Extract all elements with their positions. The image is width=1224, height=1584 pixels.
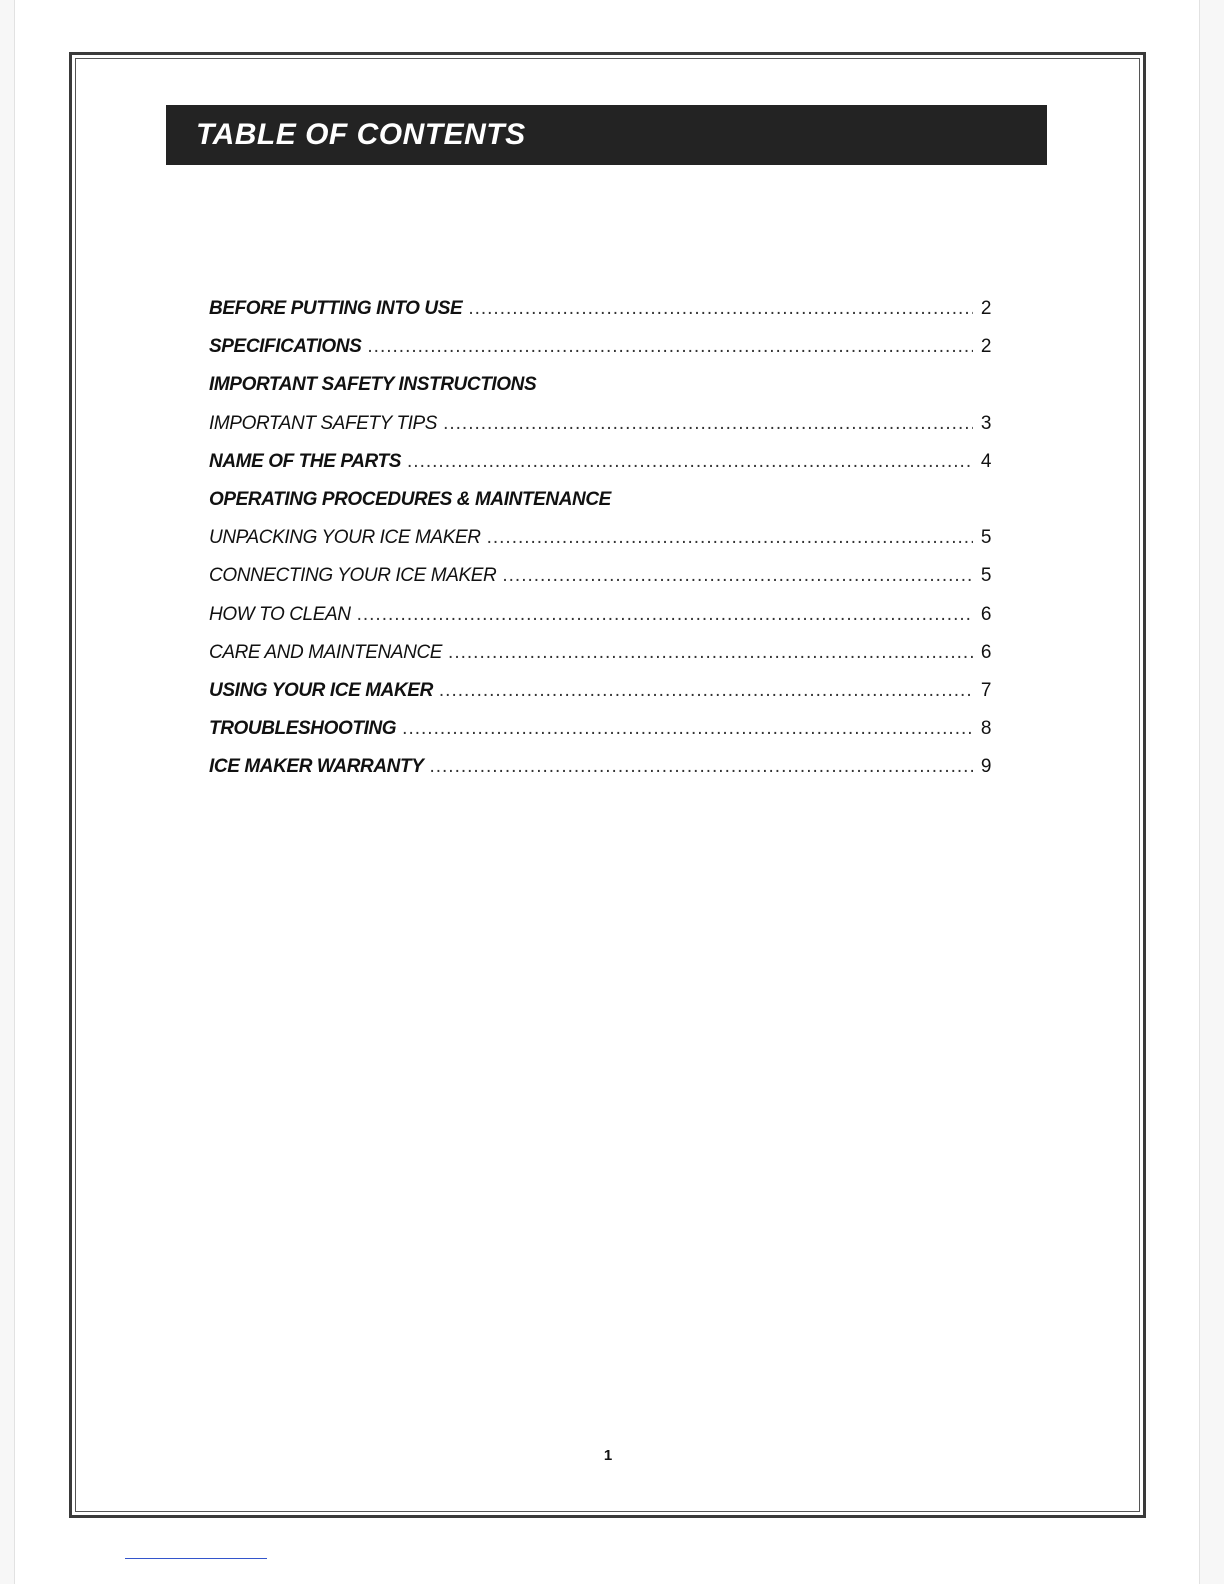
toc-entry-label: IMPORTANT SAFETY INSTRUCTIONS <box>209 374 537 396</box>
toc-dot-leader <box>502 557 973 595</box>
toc-entry-label: SPECIFICATIONS <box>209 336 362 358</box>
toc-entry-label: USING YOUR ICE MAKER <box>209 679 433 701</box>
toc-dot-leader <box>367 328 973 366</box>
toc-dot-leader <box>402 710 973 748</box>
toc-entry[interactable] <box>209 290 991 328</box>
toc-entry-label: NAME OF THE PARTS <box>209 450 402 472</box>
toc-entry[interactable] <box>209 596 991 634</box>
toc-entry[interactable] <box>209 519 991 557</box>
toc-entry-page: 4 <box>980 450 991 472</box>
title-banner <box>166 105 1047 165</box>
toc-entry-label: HOW TO CLEAN <box>209 603 351 625</box>
toc-entry-page: 5 <box>980 527 991 549</box>
toc-entry-label: CONNECTING YOUR ICE MAKER <box>209 565 497 587</box>
toc-entry[interactable] <box>209 328 991 366</box>
toc-entry[interactable] <box>209 672 991 710</box>
toc-dot-leader <box>439 672 973 710</box>
toc-dot-leader <box>357 596 973 634</box>
toc-entry[interactable] <box>209 748 991 786</box>
toc-entry-label: ICE MAKER WARRANTY <box>209 756 424 778</box>
toc-entry[interactable] <box>209 557 991 595</box>
toc-entry-label: UNPACKING YOUR ICE MAKER <box>209 527 481 549</box>
toc-entry-page: 2 <box>980 298 991 319</box>
page-title: TABLE OF CONTENTS <box>196 118 526 151</box>
toc-dot-leader <box>487 519 973 557</box>
toc-entry[interactable] <box>209 443 991 481</box>
toc-dot-leader <box>429 748 973 786</box>
toc-entry-page: 6 <box>980 603 991 625</box>
toc-dot-leader <box>468 290 973 328</box>
toc-entry-page: 3 <box>980 412 991 434</box>
toc-entry[interactable] <box>209 405 991 443</box>
toc-entry-label: IMPORTANT SAFETY TIPS <box>209 412 438 434</box>
toc-entry-label: CARE AND MAINTENANCE <box>209 641 443 663</box>
toc-entry-page: 9 <box>980 756 991 778</box>
page-number: 1 <box>603 1447 613 1464</box>
table-of-contents <box>209 290 991 786</box>
toc-entry[interactable] <box>209 710 991 748</box>
toc-dot-leader <box>407 443 973 481</box>
toc-dot-leader <box>443 405 973 443</box>
toc-entry-page: 2 <box>980 336 991 358</box>
toc-entry[interactable] <box>209 366 991 404</box>
toc-entry-page: 8 <box>980 718 991 740</box>
toc-entry-label: TROUBLESHOOTING <box>209 718 397 740</box>
toc-entry[interactable] <box>209 481 991 519</box>
toc-entry-label: OPERATING PROCEDURES & MAINTENANCE <box>209 488 611 510</box>
link-underline[interactable] <box>125 1558 267 1559</box>
toc-entry-page: 7 <box>980 679 991 701</box>
toc-entry[interactable] <box>209 634 991 672</box>
toc-dot-leader <box>448 634 973 672</box>
toc-entry-page: 6 <box>980 641 991 663</box>
toc-entry-label: BEFORE PUTTING INTO USE <box>209 298 463 319</box>
toc-entry-page: 5 <box>980 565 991 587</box>
